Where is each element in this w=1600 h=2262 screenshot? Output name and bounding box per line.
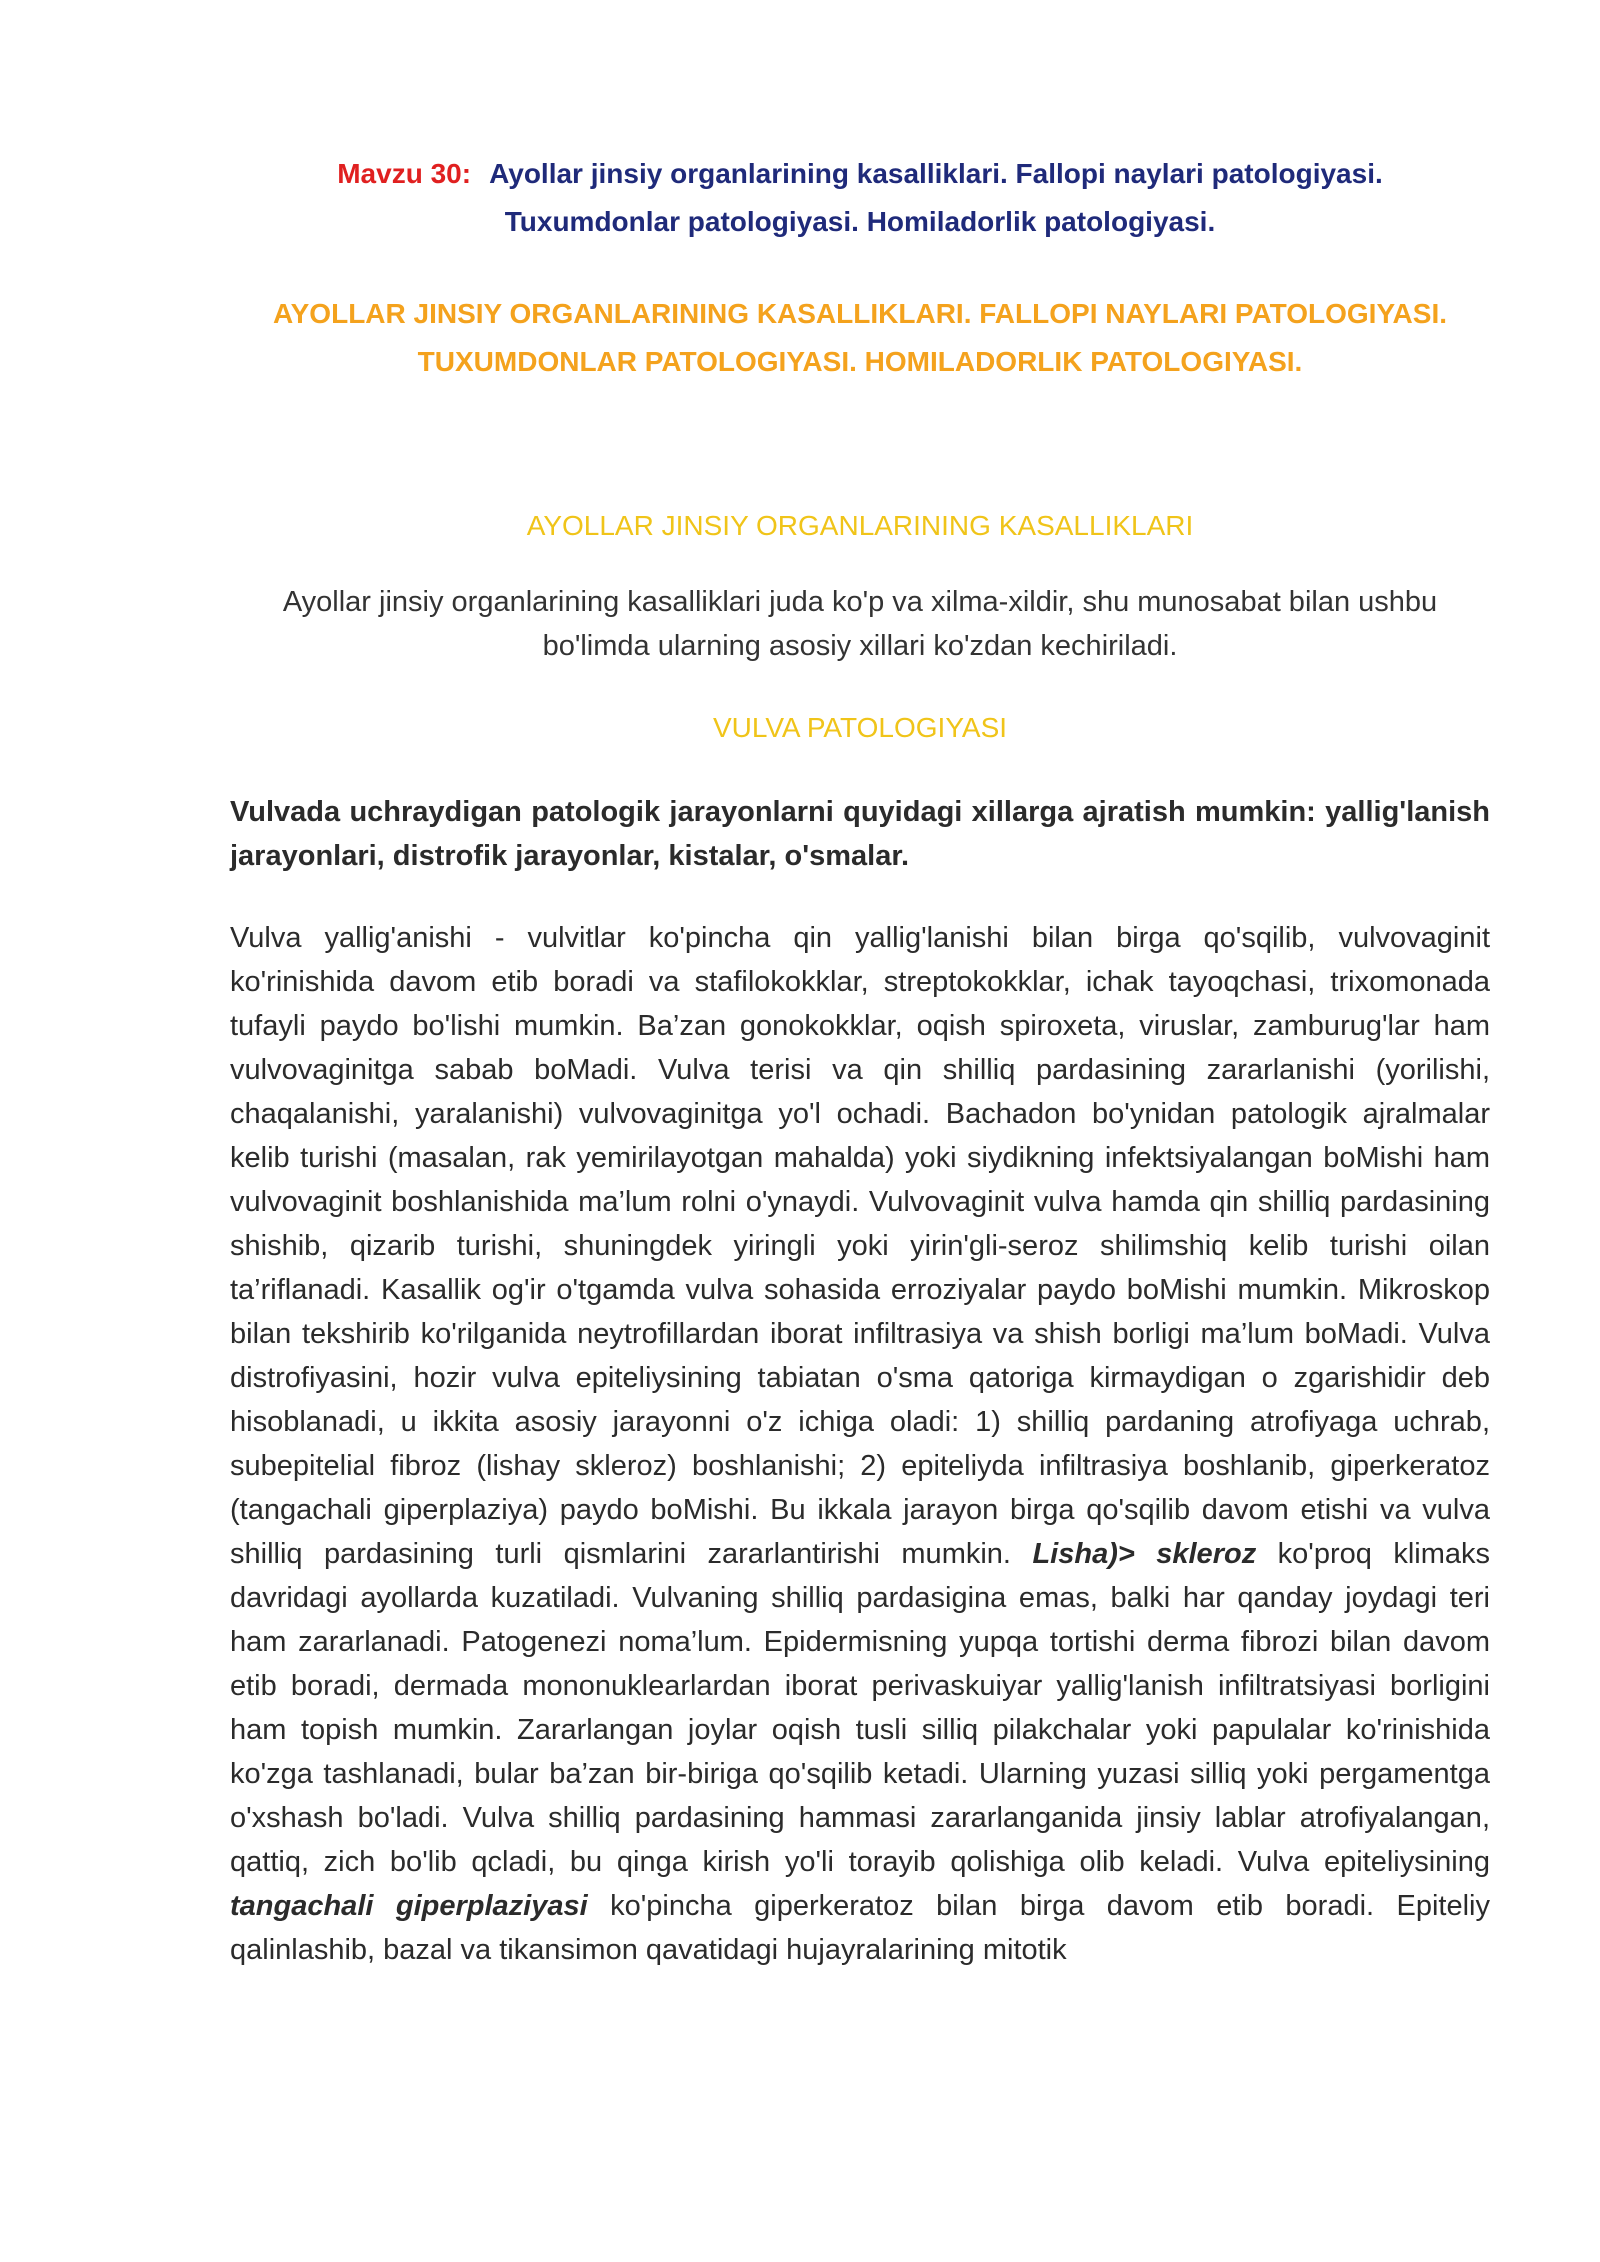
- body-text-part2: ko'proq klimaks davridagi ayollarda kuzatiladi. Vulvaning shilliq pardasigina emas, balki har qanday joydagi teri ham zararlanadi. Patogenezi noma’lum. Epidermisning yupqa tortishi derma fibrozi bilan davom etib boradi, dermada mononuklearlardan iborat perivaskuiyar yallig'lanish infiltratsiyasi borligini ham topish mumkin. Zararlangan joylar oqish tusli silliq pilakchalar yoki papulalar ko'rinishida ko'zga tashlanadi, bular ba’zan bir-biriga qo'sqilib ketadi. Ularning yuzasi silliq yoki pergamentga o'xshash bo'ladi. Vulva shilliq pardasining hammasi zararlanganida jinsiy lablar atrofiyalangan, qattiq, zich bo'lib qcladi, bu qinga kirish yo'li torayib qolishiga olib keladi. Vulva epiteliysining: [230, 1538, 1491, 1878]
- lead-paragraph: Vulvada uchraydigan patologik jarayonlarni quyidagi xillarga ajratish mumkin: yallig'lanish jarayonlari, distrofik jarayonlar, kistalar, o'smalar.: [230, 796, 1490, 872]
- body-paragraph: [230, 916, 1490, 1972]
- section-heading: AYOLLAR JINSIY ORGANLARINING KASALLIKLARI: [526, 510, 1194, 541]
- topic-caps-line2: TUXUMDONLAR PATOLOGIYASI. HOMILADORLIK PATOLOGIYASI.: [417, 346, 1303, 377]
- document-page: [230, 150, 1490, 1972]
- topic-title: [230, 150, 1490, 246]
- topic-number: Mavzu 30:: [337, 158, 472, 189]
- topic-caps-line1: AYOLLAR JINSIY ORGANLARINING KASALLIKLARI. FALLOPI NAYLARI PATOLOGIYASI.: [272, 298, 1448, 329]
- body-emphasis-tangachali-giperplaziyasi: tangachali giperplaziyasi: [230, 1890, 588, 1922]
- topic-title-line2: Tuxumdonlar patologiyasi. Homiladorlik patologiyasi.: [504, 206, 1216, 237]
- topic-title-uppercase: [230, 290, 1490, 386]
- body-emphasis-lishay-skleroz: Lisha)> skleroz: [1032, 1538, 1257, 1570]
- body-text-part1: Vulva yallig'anishi - vulvitlar ko'pincha qin yallig'lanishi bilan birga qo'sqilib, vulvovaginit ko'rinishida davom etib boradi va stafilokokklar, streptokokklar, ichak tayoqchasi, trixomonada tufayli paydo bo'lishi mumkin. Ba’zan gonokokklar, oqish spiroxeta, viruslar, zamburug'lar ham vulvovaginitga sabab boMadi. Vulva terisi va qin shilliq pardasining zararlanishi (yorilishi, chaqalanishi, yaralanishi) vulvovaginitga yo'l ochadi. Bachadon bo'ynidan patologik ajralmalar kelib turishi (masalan, rak yemirilayotgan mahalda) yoki siydikning infektsiyalangan boMishi ham vulvovaginit boshlanishida ma’lum rolni o'ynaydi. Vulvovaginit vulva hamda qin shilliq pardasining shishib, qizarib turishi, shuningdek yiringli yoki yirin'gli-seroz shilimshiq kelib turishi oilan ta’riflanadi. Kasallik og'ir o'tgamda vulva sohasida erroziyalar paydo boMishi mumkin. Mikroskop bilan tekshirib ko'rilganida neytrofillardan iborat infiltrasiya va shish borligi ma’lum boMadi. Vulva distrofiyasini, hozir vulva epiteliysining tabiatan o'sma qatoriga kirmaydigan o zgarishidir deb hisoblanadi, u ikkita asosiy jarayonni o'z ichiga oladi: 1) shilliq pardaning atrofiyaga uchrab, subepitelial fibroz (lishay skleroz) boshlanishi; 2) epiteliyda infiltrasiya boshlanib, giperkeratoz (tangachali giperplaziya) paydo boMishi. Bu ikkala jarayon birga qo'sqilib davom etishi va vulva shilliq pardasining turli qismlarini zararlantirishi mumkin.: [230, 922, 1490, 1570]
- topic-title-line1: Ayollar jinsiy organlarining kasalliklari. Fallopi naylari patologiyasi.: [489, 158, 1383, 189]
- intro-paragraph: Ayollar jinsiy organlarining kasalliklari juda ko'p va xilma-xildir, shu munosabat bilan ushbu bo'limda ularning asosiy xillari ko'zdan kechiriladi.: [282, 586, 1438, 662]
- body-text-part3: ko'pincha giperkeratoz bilan birga davom etib boradi. Epiteliy qalinlashib, bazal va tikansimon qavatidagi hujayralarining mitotik: [230, 1890, 1490, 1966]
- subsection-heading: VULVA PATOLOGIYASI: [712, 712, 1008, 743]
